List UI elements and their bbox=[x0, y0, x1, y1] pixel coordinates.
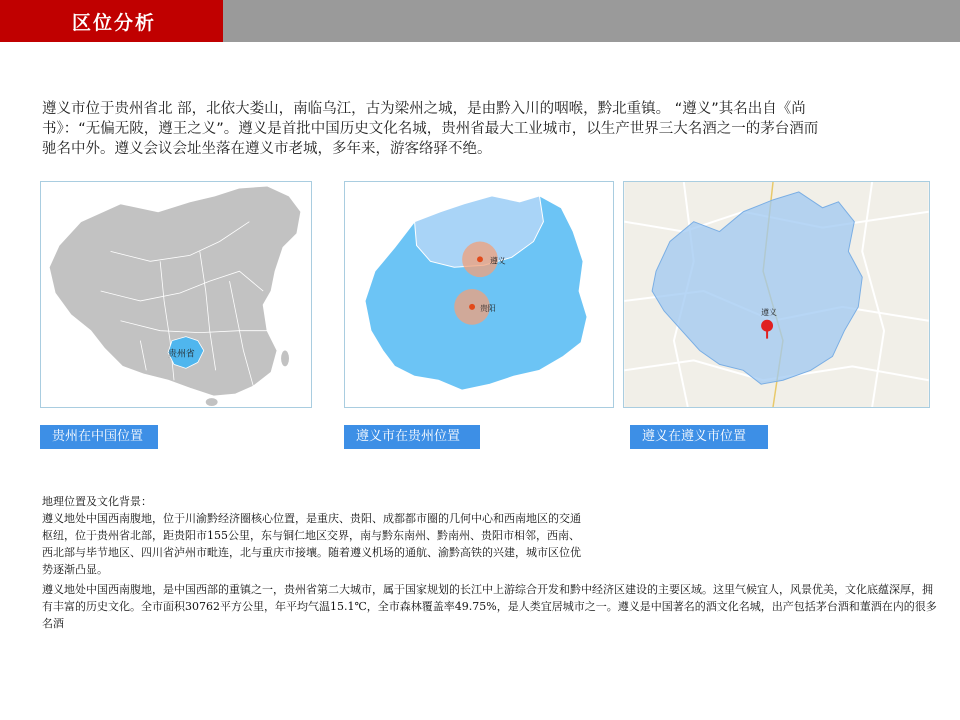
caption-zunyi: 遵义在遵义市位置 bbox=[630, 425, 768, 449]
caption-china: 贵州在中国位置 bbox=[40, 425, 158, 449]
china-map bbox=[40, 181, 312, 408]
china-map-svg bbox=[41, 182, 311, 407]
geography-para2: 遵义地处中国西南腹地，是中国西部的重镇之一，贵州省第二大城市，属于国家规划的长江中上游综合开发和黔中经济区建设的主要区域。这里气候宜人，风景优美，文化底蕴深厚，拥有丰富的历史文化。全市面积30762平方公里，年平均气温15.1℃，全市森林覆盖率49.75%，是人类宜居城市之一。遵义是中国著名的酒文化名城，出产包括茅台酒和董酒在内的很多名酒 bbox=[42, 583, 937, 630]
guiyang-label: 贵阳 bbox=[479, 303, 496, 313]
geography-section bbox=[42, 493, 590, 578]
page-title: 区位分析 bbox=[72, 12, 157, 34]
zunyi-label: 遵义 bbox=[489, 256, 506, 266]
zunyi-map bbox=[623, 181, 930, 408]
zunyi-city-label: 遵义 bbox=[761, 307, 777, 317]
geography-heading: 地理位置及文化背景： bbox=[42, 495, 152, 508]
intro-paragraph: 遵义市位于贵州省北 部，北依大娄山，南临乌江，古为梁州之城，是由黔入川的咽喉，黔北重镇。 “遵义”其名出自《尚书》：“无偏无陂，遵王之义”。遵义是首批中国历史文化名城，贵州省最大工业城市，以生产世界三大名酒之一的茅台酒而驰名中外。遵义会议会址坐落在遵义市老城，多年来，游客络驿不绝。 bbox=[42, 101, 819, 157]
guizhou-map bbox=[344, 181, 614, 408]
geography-para1: 遵义地处中国西南腹地，位于川渝黔经济圈核心位置，是重庆、贵阳、成都都市圈的几何中心和西南地区的交通枢纽，位于贵州省北部，距贵阳市155公里，东与铜仁地区交界，南与黔东南州、黔南州、贵阳市相邻，西南、西北部与毕节地区、四川省泸州市毗连，北与重庆市接壤。随着遵义机场的通航、渝黔高铁的兴建，城市区位优势逐渐凸显。 bbox=[42, 512, 581, 576]
guizhou-label: 贵州省 bbox=[168, 349, 195, 360]
zunyi-map-svg bbox=[624, 182, 929, 407]
caption-guizhou: 遵义市在贵州位置 bbox=[344, 425, 480, 449]
guizhou-map-svg bbox=[345, 182, 613, 407]
